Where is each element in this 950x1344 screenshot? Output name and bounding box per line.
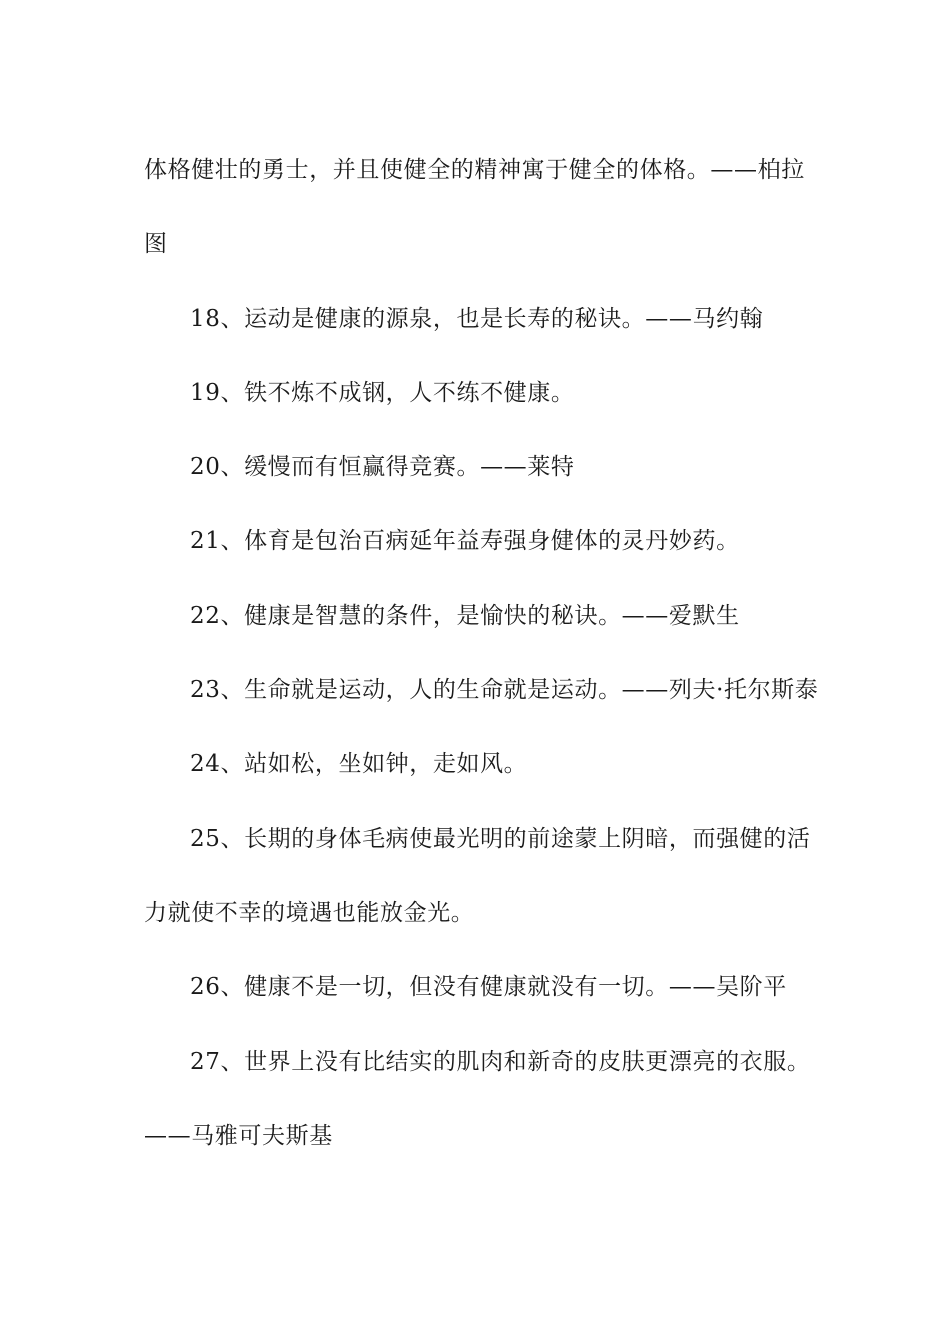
paragraph-19: 19、铁不炼不成钢，人不练不健康。 — [190, 379, 575, 406]
paragraph-25: 25、长期的身体毛病使最光明的前途蒙上阴暗，而强健的活力就使不幸的境遇也能放金光。 — [144, 825, 811, 926]
paragraph-27: 27、世界上没有比结实的肌肉和新奇的皮肤更漂亮的衣服。——马雅可夫斯基 — [144, 1048, 811, 1149]
paragraph-23: 23、生命就是运动，人的生命就是运动。——列夫·托尔斯泰 — [190, 677, 819, 704]
paragraph-17-continuation: 体格健壮的勇士，并且使健全的精神寓于健全的体格。——柏拉图 — [144, 157, 805, 258]
paragraph-26: 26、健康不是一切，但没有健康就没有一切。——吴阶平 — [190, 974, 787, 1001]
paragraph-22: 22、健康是智慧的条件，是愉快的秘诀。——爱默生 — [190, 602, 740, 629]
document-body — [144, 133, 824, 1173]
paragraph-21: 21、体育是包治百病延年益寿强身健体的灵丹妙药。 — [190, 528, 740, 555]
paragraph-24: 24、站如松，坐如钟，走如风。 — [190, 751, 528, 778]
paragraph-20: 20、缓慢而有恒赢得竞赛。——莱特 — [190, 454, 575, 481]
paragraph-18: 18、运动是健康的源泉，也是长寿的秘诀。——马约翰 — [190, 305, 764, 332]
